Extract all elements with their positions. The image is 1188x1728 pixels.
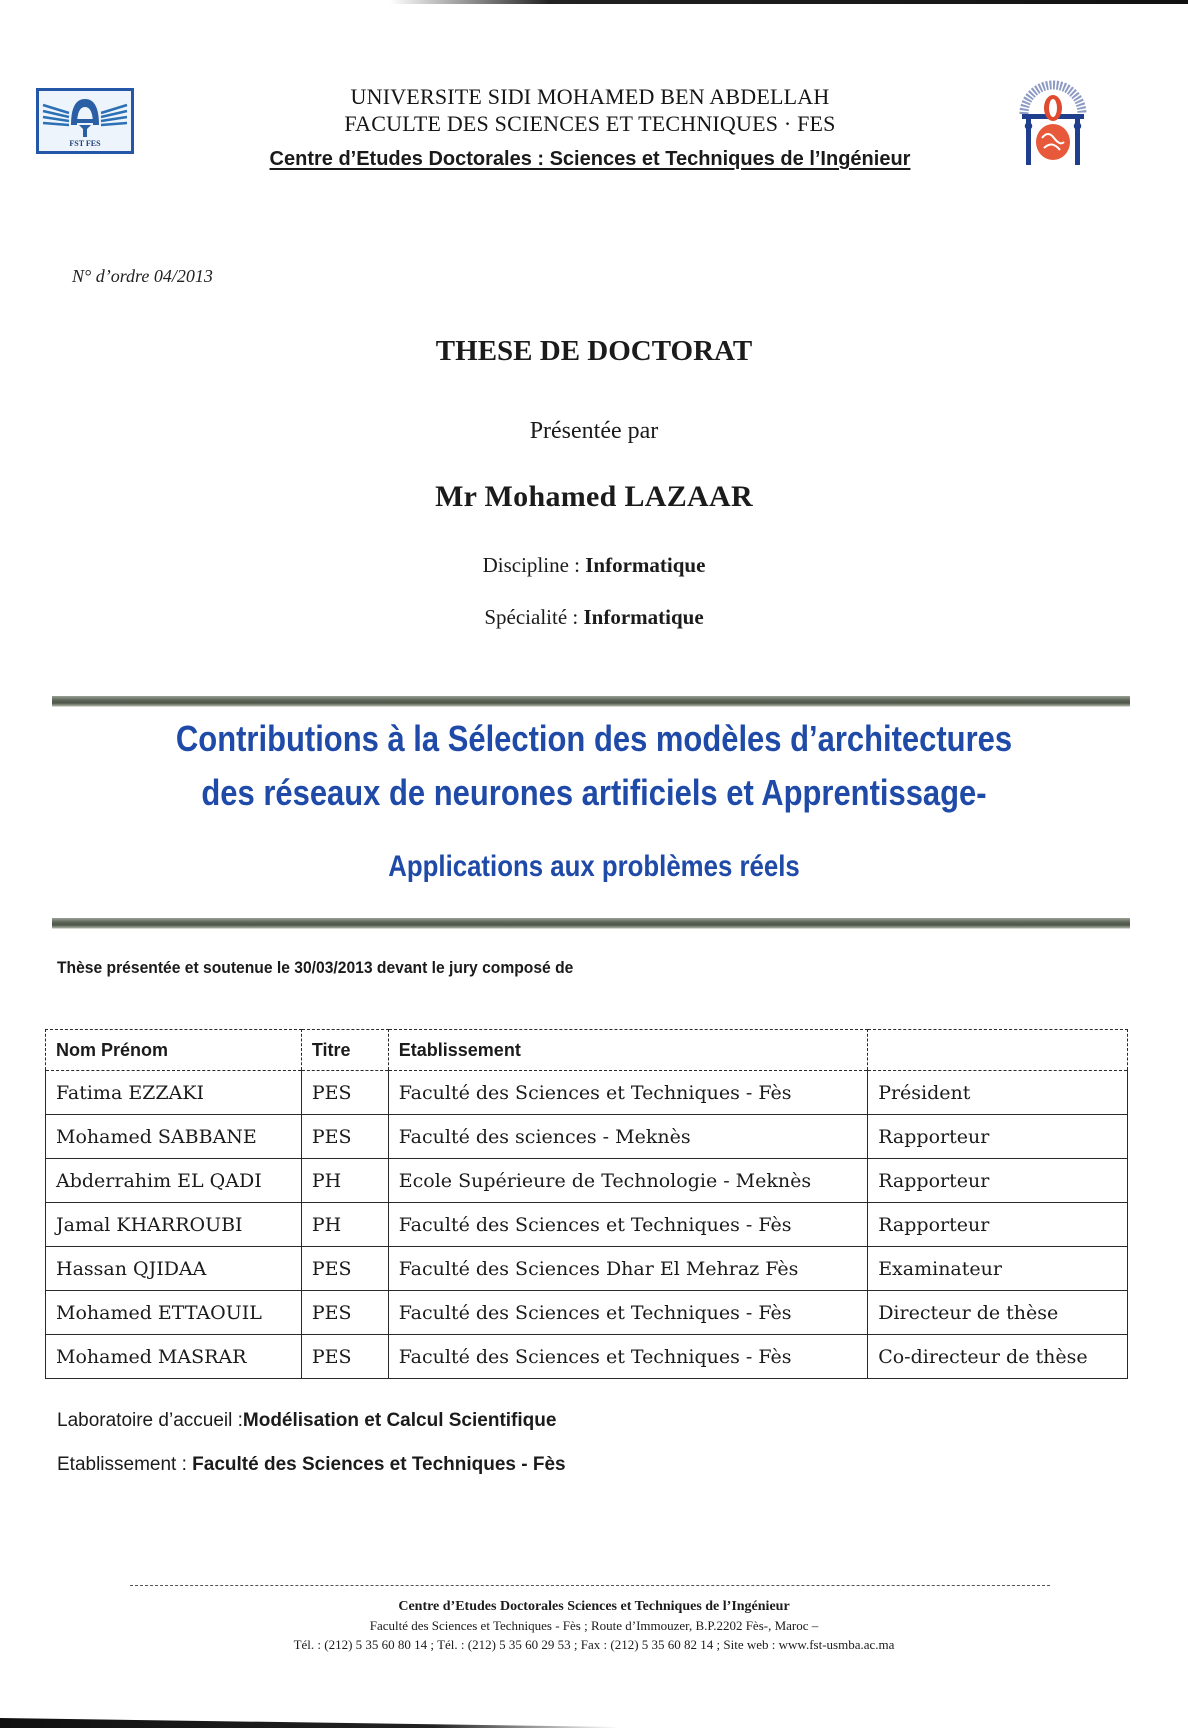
table-row — [46, 1247, 1128, 1291]
thesis-subtitle: Applications aux problèmes réels — [388, 850, 800, 883]
author-name: Mr Mohamed LAZAAR — [435, 480, 753, 513]
jury-role: Rapporteur — [868, 1159, 1128, 1203]
specialite-label: Spécialité : — [484, 605, 584, 629]
jury-role: Co-directeur de thèse — [868, 1335, 1128, 1379]
presented-by-label: Présentée par — [529, 418, 659, 444]
specialite — [0, 605, 1188, 630]
table-row — [46, 1159, 1128, 1203]
jury-name: Mohamed MASRAR — [46, 1335, 302, 1379]
table-row — [46, 1071, 1128, 1115]
jury-name: Fatima EZZAKI — [46, 1071, 302, 1115]
faculty-name: FACULTE DES SCIENCES ET TECHNIQUES · FES — [344, 111, 836, 136]
jury-etablissement: Faculté des Sciences et Techniques - Fès — [388, 1291, 867, 1335]
laboratory-value: Modélisation et Calcul Scientifique — [242, 1410, 557, 1431]
discipline-label: Discipline : — [482, 553, 586, 577]
jury-etablissement: Faculté des Sciences Dhar El Mehraz Fès — [388, 1247, 867, 1291]
establishment-label: Etablissement : — [57, 1454, 193, 1475]
jury-role: Rapporteur — [868, 1115, 1128, 1159]
jury-etablissement: Faculté des sciences - Meknès — [388, 1115, 867, 1159]
jury-titre: PES — [301, 1291, 388, 1335]
establishment-value: Faculté des Sciences et Techniques - Fès — [192, 1454, 566, 1475]
table-row — [46, 1335, 1128, 1379]
table-row — [46, 1291, 1128, 1335]
scan-edge-bottom — [0, 1718, 620, 1728]
jury-name: Hassan QJIDAA — [46, 1247, 302, 1291]
fst-fes-logo-icon — [36, 88, 134, 154]
host-laboratory — [57, 1410, 556, 1432]
jury-name: Abderrahim EL QADI — [46, 1159, 302, 1203]
discipline-value: Informatique — [585, 553, 706, 577]
specialite-value: Informatique — [583, 605, 704, 629]
jury-name: Mohamed ETTAOUIL — [46, 1291, 302, 1335]
laboratory-label: Laboratoire d’accueil : — [57, 1410, 243, 1431]
header-nom-prenom: Nom Prénom — [46, 1030, 302, 1071]
discipline — [0, 553, 1188, 578]
header-etablissement: Etablissement — [388, 1030, 867, 1071]
jury-table — [45, 1029, 1128, 1379]
document-type: THESE DE DOCTORAT — [435, 335, 753, 367]
jury-intro: Thèse présentée et soutenue le 30/03/2013 devant le jury composé de — [57, 958, 574, 977]
jury-role: Examinateur — [868, 1247, 1128, 1291]
usmba-emblem-icon — [1018, 76, 1088, 171]
jury-header-row — [46, 1030, 1128, 1071]
header-role — [868, 1030, 1128, 1071]
order-number: N° d’ordre 04/2013 — [72, 266, 213, 286]
footer-contact: Tél. : (212) 5 35 60 80 14 ; Tél. : (212) 5 35 60 29 53 ; Fax : (212) 5 35 60 82 14 ; Site web : www.fst-usmba.ac.ma — [293, 1637, 895, 1652]
jury-titre: PH — [301, 1159, 388, 1203]
doctoral-centre: Centre d’Etudes Doctorales : Sciences et Techniques de l’Ingénieur — [269, 148, 911, 170]
thesis-title-line-2: des réseaux de neurones artificiels et Apprentissage- — [201, 772, 987, 813]
footer-divider — [130, 1585, 1050, 1586]
header-titre: Titre — [301, 1030, 388, 1071]
jury-etablissement: Faculté des Sciences et Techniques - Fès — [388, 1335, 867, 1379]
jury-titre: PES — [301, 1335, 388, 1379]
title-divider-bottom — [52, 918, 1130, 928]
jury-role: Directeur de thèse — [868, 1291, 1128, 1335]
jury-titre: PES — [301, 1071, 388, 1115]
establishment — [57, 1454, 566, 1476]
university-name: UNIVERSITE SIDI MOHAMED BEN ABDELLAH — [350, 84, 830, 109]
footer-centre: Centre d’Etudes Doctorales Sciences et Techniques de l’Ingénieur — [398, 1599, 790, 1614]
footer-address: Faculté des Sciences et Techniques - Fès ; Route d’Immouzer, B.P.2202 Fès-, Maroc – — [369, 1618, 819, 1633]
thesis-title-line-1: Contributions à la Sélection des modèles d’architectures — [175, 718, 1013, 759]
jury-titre: PES — [301, 1115, 388, 1159]
jury-etablissement: Faculté des Sciences et Techniques - Fès — [388, 1071, 867, 1115]
jury-name: Jamal KHARROUBI — [46, 1203, 302, 1247]
title-divider-top — [52, 696, 1130, 706]
jury-titre: PH — [301, 1203, 388, 1247]
jury-name: Mohamed SABBANE — [46, 1115, 302, 1159]
jury-etablissement: Faculté des Sciences et Techniques - Fès — [388, 1203, 867, 1247]
jury-role: Président — [868, 1071, 1128, 1115]
table-row — [46, 1203, 1128, 1247]
jury-titre: PES — [301, 1247, 388, 1291]
logo-caption: FST FES — [69, 139, 101, 148]
scan-edge-top — [390, 0, 1188, 4]
jury-role: Rapporteur — [868, 1203, 1128, 1247]
table-row — [46, 1115, 1128, 1159]
jury-etablissement: Ecole Supérieure de Technologie - Meknès — [388, 1159, 867, 1203]
